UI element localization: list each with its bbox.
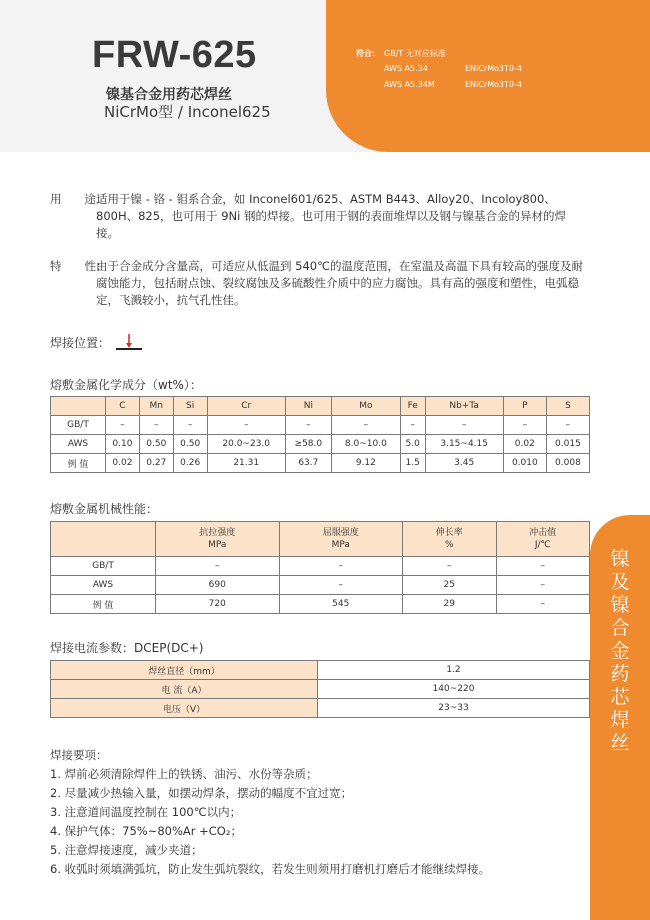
table-row <box>51 680 590 699</box>
table-row <box>51 435 590 454</box>
table-header-cell <box>496 522 590 557</box>
table-cell: 0.50 <box>139 435 173 454</box>
product-subtitle: 镍基合金用药芯焊丝 <box>106 87 232 103</box>
table-cell: 5.0 <box>400 435 425 454</box>
table-cell: GB/T <box>51 416 106 435</box>
table-row <box>51 557 590 576</box>
table-cell: – <box>106 416 140 435</box>
list-item: 4. 保护气体：75%~80%Ar +CO₂； <box>50 824 242 838</box>
table-header-cell: Fe <box>400 397 425 416</box>
table-cell: 0.008 <box>546 454 589 473</box>
usage-text: 适用于镍 - 铬 - 钼系合金，如 Inconel601/625、ASTM B443、Alloy20、Incoloy800、800H、825，也可用于 9Ni 钢的焊接。也可用于钢的表面堆焊以及钢与镍基合金的异材的焊接。 <box>96 192 566 240</box>
standard-class: ENiCrMo3T0-4 <box>465 80 522 89</box>
mechanical-title: 熔敷金属机械性能： <box>50 502 159 516</box>
table-row <box>51 416 590 435</box>
position-label: 焊接位置： <box>50 336 111 350</box>
list-item: 1. 焊前必须清除焊件上的铁锈、油污、水份等杂质； <box>50 767 318 781</box>
table-cell: 电压（V） <box>51 699 318 718</box>
table-cell: – <box>279 557 403 576</box>
table-cell: – <box>546 416 589 435</box>
table-cell: AWS <box>51 576 156 595</box>
category-side-label: 镍及镍合金药芯焊丝 <box>610 548 630 754</box>
table-cell: 焊丝直径（mm） <box>51 661 318 680</box>
usage-section <box>50 191 590 243</box>
flat-position-icon <box>114 331 144 353</box>
chemistry-table <box>50 396 590 473</box>
table-header-cell: C <box>106 397 140 416</box>
product-type: NiCrMo型 / Inconel625 <box>104 103 271 121</box>
table-cell: 例 值 <box>51 454 106 473</box>
chemistry-title: 熔敷金属化学成分（wt%）： <box>50 378 202 392</box>
welding-notes <box>50 746 490 879</box>
table-header-cell <box>279 522 403 557</box>
product-title: FRW-625 <box>92 34 257 76</box>
features-text: 由于合金成分含量高，可适应从低温到 540℃的温度范围，在室温及高温下具有较高的强度及耐腐蚀能力，包括耐点蚀、裂纹腐蚀及多硫酸性介质中的应力腐蚀。具有高的强度和塑性，电弧稳定，飞溅较小，抗气孔性佳。 <box>96 259 584 307</box>
table-cell: – <box>496 595 590 614</box>
welding-params-table <box>50 660 590 718</box>
table-row <box>51 699 590 718</box>
table-cell: 0.10 <box>106 435 140 454</box>
table-cell: 电 流（A） <box>51 680 318 699</box>
table-cell: 3.15~4.15 <box>425 435 503 454</box>
table-cell: 140~220 <box>318 680 590 699</box>
table-header-cell: P <box>503 397 546 416</box>
table-header-cell <box>51 397 106 416</box>
table-header-cell: Si <box>173 397 207 416</box>
table-cell: 例 值 <box>51 595 156 614</box>
table-cell: 545 <box>279 595 403 614</box>
table-cell: – <box>425 416 503 435</box>
table-cell: 0.02 <box>503 435 546 454</box>
table-cell: – <box>207 416 285 435</box>
table-header-cell <box>156 522 280 557</box>
table-header-row <box>51 397 590 416</box>
table-cell: – <box>496 576 590 595</box>
table-header-cell: Cr <box>207 397 285 416</box>
header-unit: J/℃ <box>534 540 551 550</box>
welding-params-title: 焊接电流参数：DCEP(DC+) <box>50 641 204 655</box>
table-cell: 0.27 <box>139 454 173 473</box>
table-cell: – <box>503 416 546 435</box>
features-section <box>50 258 590 310</box>
standard-name: AWS A5.34M <box>384 80 435 89</box>
table-cell: 63.7 <box>285 454 331 473</box>
table-row <box>51 454 590 473</box>
header-unit: MPa <box>331 540 350 550</box>
table-header-cell: Ni <box>285 397 331 416</box>
table-cell: 23~33 <box>318 699 590 718</box>
table-cell: – <box>156 557 280 576</box>
table-header-cell: Nb+Ta <box>425 397 503 416</box>
standard-class: ENiCrMo3T0-4 <box>465 64 522 73</box>
table-cell: ≥58.0 <box>285 435 331 454</box>
standards-label: 符合： <box>356 49 380 58</box>
header-accent-panel <box>326 0 650 152</box>
table-cell: – <box>400 416 425 435</box>
table-cell: 29 <box>403 595 496 614</box>
table-row <box>51 661 590 680</box>
table-cell: 0.02 <box>106 454 140 473</box>
usage-label: 用 途： <box>50 192 108 206</box>
table-cell: 20.0~23.0 <box>207 435 285 454</box>
header-name: 屈服强度 <box>322 528 359 538</box>
table-cell: – <box>279 576 403 595</box>
standard-name: GB/T 无对应标准 <box>384 49 446 58</box>
table-cell: GB/T <box>51 557 156 576</box>
table-cell: 9.12 <box>331 454 400 473</box>
table-cell: 8.0~10.0 <box>331 435 400 454</box>
table-cell: 0.26 <box>173 454 207 473</box>
table-cell: – <box>173 416 207 435</box>
table-cell: 1.5 <box>400 454 425 473</box>
table-cell: 21.31 <box>207 454 285 473</box>
mechanical-table <box>50 521 590 614</box>
table-cell: 720 <box>156 595 280 614</box>
table-row <box>51 576 590 595</box>
features-label: 特 性： <box>50 259 108 273</box>
header-name: 伸长率 <box>435 528 463 538</box>
table-header-cell <box>403 522 496 557</box>
list-item: 3. 注意道间温度控制在 100℃以内； <box>50 805 242 819</box>
table-cell: – <box>403 557 496 576</box>
list-item: 6. 收弧时须填满弧坑，防止发生弧坑裂纹，若发生则须用打磨机打磨后才能继续焊接。 <box>50 862 491 876</box>
notes-title: 焊接要项： <box>50 748 108 762</box>
table-cell: – <box>285 416 331 435</box>
table-row <box>51 595 590 614</box>
header-unit: % <box>444 540 454 550</box>
table-cell: – <box>139 416 173 435</box>
table-header-row <box>51 522 590 557</box>
table-header-cell <box>51 522 156 557</box>
table-cell: AWS <box>51 435 106 454</box>
table-header-cell: Mn <box>139 397 173 416</box>
table-cell: 3.45 <box>425 454 503 473</box>
table-cell: 690 <box>156 576 280 595</box>
table-header-cell: Mo <box>331 397 400 416</box>
header-unit: MPa <box>208 540 227 550</box>
list-item: 2. 尽量减少热输入量，如摆动焊条，摆动的幅度不宜过宽； <box>50 786 353 800</box>
table-cell: 0.50 <box>173 435 207 454</box>
standard-name: AWS A5.34 <box>384 64 428 73</box>
table-cell: 0.015 <box>546 435 589 454</box>
table-cell: 0.010 <box>503 454 546 473</box>
table-cell: – <box>496 557 590 576</box>
header-name: 冲击值 <box>529 528 557 538</box>
table-header-cell: S <box>546 397 589 416</box>
header-name: 抗拉强度 <box>199 528 236 538</box>
table-cell: 1.2 <box>318 661 590 680</box>
table-cell: 25 <box>403 576 496 595</box>
list-item: 5. 注意焊接速度，减少夹道； <box>50 843 203 857</box>
table-cell: – <box>331 416 400 435</box>
